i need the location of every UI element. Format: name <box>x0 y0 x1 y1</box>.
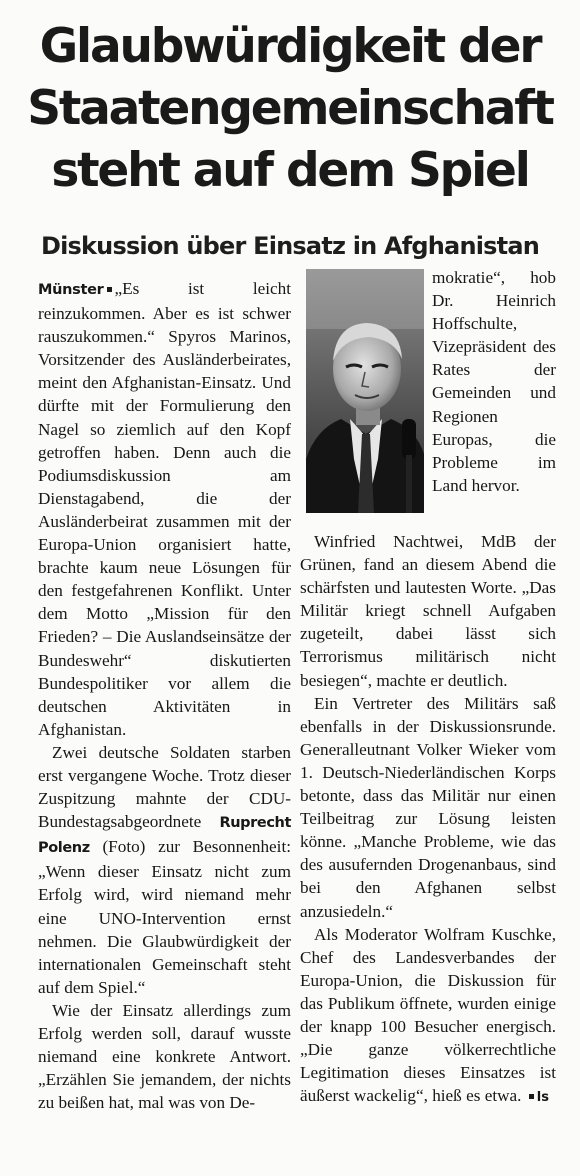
paragraph-text: Winfried Nachtwei, MdB der Grünen, fand an diesem Abend die schärfsten und lautesten Worte. „Das Militär kriegt schnell Aufgaben zugeteilt, dabei lässt sich Terrorismus militärisch nicht besiegen“, machte er deutlich. <box>300 532 556 690</box>
paragraph-text: Ein Vertreter des Militärs saß ebenfalls in der Diskussionsrunde. Generalleutnant Volker Wieker vom 1. Deutsch-Niederländischen Korps betonte, dass das Militär nur einen Teilbeitrag zur Lösung leisten könne. „Manche Probleme, wie das des ausufernden Drogenanbaus, sind bei den Afghanen selbst anzusiedeln.“ <box>300 693 556 921</box>
paragraph-text: mokratie“, hob Dr. Heinrich Hoffschulte, Vizepräsident des Rates der Gemeinden und Regionen Europas, die Probleme im Land hervor. <box>432 268 556 495</box>
politician-name: Ruprecht Polenz <box>38 815 291 857</box>
dateline: Münster <box>38 282 104 298</box>
paragraph-text: Zwei deutsche Soldaten starben erst vergangene Woche. Trotz dieser Zuspitzung mahnte der CDU-Bundestagsabgeordnete <box>38 742 291 832</box>
subheadline: Diskussion über Einsatz in Afghanistan <box>40 232 540 260</box>
paragraph <box>432 266 556 497</box>
dateline-square-icon <box>107 287 112 292</box>
end-square-icon <box>529 1094 534 1099</box>
paragraph-text: (Foto) zur Besonnenheit: „Wenn dieser Einsatz nicht zum Erfolg wird, wird niemand mehr eine UNO-Intervention ernst nehmen. Die Glaubwürdigkeit der internationalen Gemeinschaft steht auf dem Spiel.“ <box>38 837 292 997</box>
headline-line-2: Staatengemeinschaft <box>27 81 553 136</box>
paragraph <box>300 530 556 692</box>
paragraph <box>300 692 556 923</box>
author-signature: ls <box>536 1090 549 1106</box>
paragraph <box>300 923 556 1110</box>
paragraph-text: „Es ist leicht reinzukommen. Aber es ist schwer rauszukommen.“ Spyros Marinos, Vorsitzender des Ausländerbeirates, meint den Afghanistan-Einsatz. Und dürfte mit der Formulierung den Nagel so ziemlich auf den Kopf getroffen haben. Denn auch die Podiumsdiskussion am Dienstagabend, die der Ausländerbeirat zusammen mit der Europa-Union organisiert hatte, brachte kaum neue Lösungen für den festgefahrenen Konflikt. Unter dem Motto „Mission für den Frieden? – Die Auslandseinsätze der Bundeswehr“ diskutierten Bundespolitiker vor allem die deutschen Aktivitäten in Afghanistan. <box>38 279 291 739</box>
portrait-photo <box>306 269 424 513</box>
right-column-top <box>432 266 556 497</box>
right-column <box>300 530 556 1109</box>
paragraph <box>38 999 291 1114</box>
paragraph <box>38 741 291 999</box>
left-column <box>38 277 291 1114</box>
headline-line-3: steht auf dem Spiel <box>51 143 529 198</box>
paragraph <box>38 277 291 741</box>
headline-line-1: Glaubwürdigkeit der <box>39 19 541 74</box>
paragraph-text: Wie der Einsatz allerdings zum Erfolg werden soll, darauf wusste niemand eine konkrete Antwort. „Erzählen Sie jemandem, der nichts zu beißen hat, mal was von De- <box>38 1000 291 1113</box>
headline <box>0 16 580 202</box>
paragraph-text: Als Moderator Wolfram Kuschke, Chef des Landesverbandes der Europa-Union, die Diskussion für das Publikum öffnete, wurden einige der knapp 100 Besucher energisch. „Die ganze völkerrechtliche Legitimation dieses Einsatzes ist äußerst wackelig“, hieß es etwa. <box>300 924 556 1106</box>
